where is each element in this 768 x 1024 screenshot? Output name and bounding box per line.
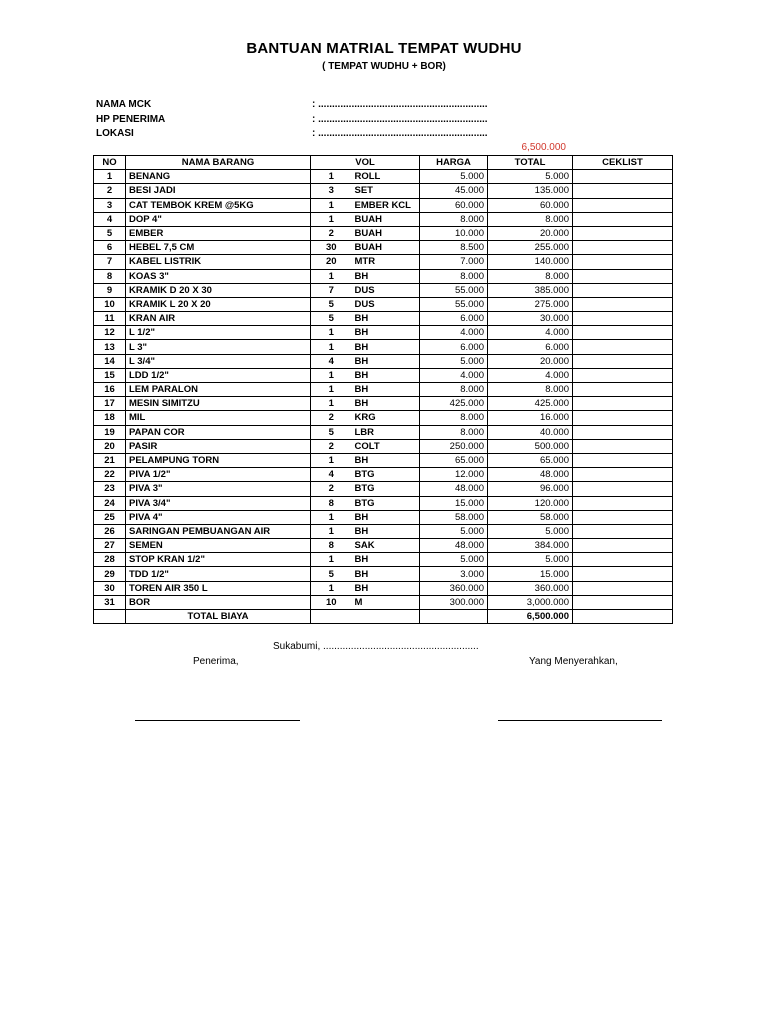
item-qty: 5 xyxy=(311,425,352,439)
item-total: 60.000 xyxy=(488,198,573,212)
item-ceklist xyxy=(573,212,673,226)
item-total: 3,000.000 xyxy=(488,595,573,609)
item-no: 20 xyxy=(94,439,126,453)
item-ceklist xyxy=(573,283,673,297)
item-name: LEM PARALON xyxy=(126,383,311,397)
item-ceklist xyxy=(573,439,673,453)
item-harga: 8.000 xyxy=(420,383,488,397)
item-no: 1 xyxy=(94,170,126,184)
item-unit: BH xyxy=(352,581,420,595)
item-ceklist xyxy=(573,383,673,397)
table-row xyxy=(94,539,673,553)
item-name: HEBEL 7,5 CM xyxy=(126,241,311,255)
item-total: 40.000 xyxy=(488,425,573,439)
item-qty: 1 xyxy=(311,453,352,467)
item-unit: BH xyxy=(352,397,420,411)
item-harga: 45.000 xyxy=(420,184,488,198)
item-total: 16.000 xyxy=(488,411,573,425)
item-unit: SAK xyxy=(352,539,420,553)
info-value: : ............................................................. xyxy=(312,114,488,125)
item-qty: 20 xyxy=(311,255,352,269)
item-unit: EMBER KCL xyxy=(352,198,420,212)
item-total: 65.000 xyxy=(488,453,573,467)
item-total: 4.000 xyxy=(488,326,573,340)
table-row xyxy=(94,269,673,283)
item-unit: BUAH xyxy=(352,226,420,240)
item-harga: 55.000 xyxy=(420,297,488,311)
total-biaya-label: TOTAL BIAYA xyxy=(126,610,311,624)
item-no: 15 xyxy=(94,368,126,382)
info-row-hp-penerima xyxy=(96,114,488,125)
item-name: TOREN AIR 350 L xyxy=(126,581,311,595)
item-unit: LBR xyxy=(352,425,420,439)
item-no: 27 xyxy=(94,539,126,553)
item-qty: 2 xyxy=(311,439,352,453)
item-name: EMBER xyxy=(126,226,311,240)
item-name: PIVA 1/2" xyxy=(126,468,311,482)
info-row-nama-mck xyxy=(96,99,488,110)
table-header-row xyxy=(94,156,673,170)
item-name: SARINGAN PEMBUANGAN AIR xyxy=(126,524,311,538)
item-unit: BH xyxy=(352,354,420,368)
item-ceklist xyxy=(573,340,673,354)
giver-signature-line xyxy=(498,720,662,721)
header-nama-barang: NAMA BARANG xyxy=(126,156,311,170)
item-total: 500.000 xyxy=(488,439,573,453)
receiver-label: Penerima, xyxy=(193,656,239,667)
table-row xyxy=(94,482,673,496)
item-ceklist xyxy=(573,581,673,595)
item-qty: 1 xyxy=(311,212,352,226)
item-no: 9 xyxy=(94,283,126,297)
item-name: BOR xyxy=(126,595,311,609)
item-unit: BH xyxy=(352,340,420,354)
item-qty: 1 xyxy=(311,269,352,283)
item-ceklist xyxy=(573,595,673,609)
item-no: 21 xyxy=(94,453,126,467)
table-row xyxy=(94,496,673,510)
item-qty: 1 xyxy=(311,368,352,382)
item-harga: 8.000 xyxy=(420,425,488,439)
item-no: 16 xyxy=(94,383,126,397)
item-ceklist xyxy=(573,510,673,524)
item-ceklist xyxy=(573,453,673,467)
info-label: HP PENERIMA xyxy=(96,114,166,125)
item-unit: BH xyxy=(352,567,420,581)
item-harga: 425.000 xyxy=(420,397,488,411)
table-row xyxy=(94,241,673,255)
item-qty: 1 xyxy=(311,340,352,354)
item-qty: 1 xyxy=(311,524,352,538)
table-row xyxy=(94,553,673,567)
total-row-blank xyxy=(311,610,420,624)
header-no: NO xyxy=(94,156,126,170)
item-unit: BTG xyxy=(352,468,420,482)
item-total: 4.000 xyxy=(488,368,573,382)
item-unit: MTR xyxy=(352,255,420,269)
item-total: 5.000 xyxy=(488,553,573,567)
items-table xyxy=(93,155,673,624)
table-row xyxy=(94,326,673,340)
item-no: 23 xyxy=(94,482,126,496)
item-ceklist xyxy=(573,269,673,283)
header-vol: VOL xyxy=(311,156,420,170)
item-no: 2 xyxy=(94,184,126,198)
item-ceklist xyxy=(573,397,673,411)
item-ceklist xyxy=(573,425,673,439)
item-harga: 3.000 xyxy=(420,567,488,581)
item-total: 8.000 xyxy=(488,212,573,226)
item-harga: 12.000 xyxy=(420,468,488,482)
item-total: 255.000 xyxy=(488,241,573,255)
document-title: BANTUAN MATRIAL TEMPAT WUDHU xyxy=(246,40,522,57)
item-no: 6 xyxy=(94,241,126,255)
item-ceklist xyxy=(573,482,673,496)
item-harga: 5.000 xyxy=(420,170,488,184)
item-harga: 65.000 xyxy=(420,453,488,467)
item-no: 25 xyxy=(94,510,126,524)
item-unit: BH xyxy=(352,312,420,326)
item-ceklist xyxy=(573,468,673,482)
table-row xyxy=(94,453,673,467)
item-total: 58.000 xyxy=(488,510,573,524)
item-ceklist xyxy=(573,170,673,184)
item-ceklist xyxy=(573,198,673,212)
item-name: KRAMIK L 20 X 20 xyxy=(126,297,311,311)
item-ceklist xyxy=(573,567,673,581)
item-unit: BH xyxy=(352,368,420,382)
item-total: 385.000 xyxy=(488,283,573,297)
item-harga: 360.000 xyxy=(420,581,488,595)
total-biaya-value: 6,500.000 xyxy=(488,610,573,624)
item-unit: BH xyxy=(352,524,420,538)
item-qty: 2 xyxy=(311,482,352,496)
item-no: 26 xyxy=(94,524,126,538)
item-ceklist xyxy=(573,354,673,368)
item-ceklist xyxy=(573,255,673,269)
item-qty: 1 xyxy=(311,581,352,595)
table-row xyxy=(94,226,673,240)
item-total: 135.000 xyxy=(488,184,573,198)
item-ceklist xyxy=(573,326,673,340)
item-name: MIL xyxy=(126,411,311,425)
item-unit: BH xyxy=(352,510,420,524)
item-ceklist xyxy=(573,312,673,326)
top-total-value: 6,500.000 xyxy=(521,142,566,153)
header-total: TOTAL xyxy=(488,156,573,170)
item-harga: 5.000 xyxy=(420,553,488,567)
item-total: 6.000 xyxy=(488,340,573,354)
item-harga: 48.000 xyxy=(420,482,488,496)
info-label: LOKASI xyxy=(96,128,134,139)
total-row xyxy=(94,610,673,624)
item-total: 120.000 xyxy=(488,496,573,510)
item-harga: 8.500 xyxy=(420,241,488,255)
item-qty: 5 xyxy=(311,567,352,581)
item-qty: 30 xyxy=(311,241,352,255)
item-name: CAT TEMBOK KREM @5KG xyxy=(126,198,311,212)
item-no: 19 xyxy=(94,425,126,439)
table-row xyxy=(94,411,673,425)
item-harga: 60.000 xyxy=(420,198,488,212)
item-harga: 10.000 xyxy=(420,226,488,240)
item-unit: M xyxy=(352,595,420,609)
table-row xyxy=(94,368,673,382)
item-unit: ROLL xyxy=(352,170,420,184)
item-qty: 1 xyxy=(311,510,352,524)
item-harga: 15.000 xyxy=(420,496,488,510)
item-unit: BUAH xyxy=(352,241,420,255)
item-qty: 1 xyxy=(311,397,352,411)
item-no: 7 xyxy=(94,255,126,269)
item-total: 275.000 xyxy=(488,297,573,311)
info-value: : ............................................................. xyxy=(312,128,488,139)
item-qty: 8 xyxy=(311,539,352,553)
table-row xyxy=(94,354,673,368)
table-row xyxy=(94,212,673,226)
item-qty: 7 xyxy=(311,283,352,297)
item-total: 360.000 xyxy=(488,581,573,595)
item-total: 30.000 xyxy=(488,312,573,326)
total-row-blank xyxy=(94,610,126,624)
item-qty: 4 xyxy=(311,354,352,368)
item-no: 11 xyxy=(94,312,126,326)
item-harga: 4.000 xyxy=(420,368,488,382)
item-total: 425.000 xyxy=(488,397,573,411)
table-row xyxy=(94,595,673,609)
item-unit: BH xyxy=(352,383,420,397)
item-no: 8 xyxy=(94,269,126,283)
receiver-signature-line xyxy=(135,720,300,721)
item-qty: 1 xyxy=(311,198,352,212)
item-no: 24 xyxy=(94,496,126,510)
item-total: 5.000 xyxy=(488,170,573,184)
table-row xyxy=(94,198,673,212)
item-total: 140.000 xyxy=(488,255,573,269)
item-no: 17 xyxy=(94,397,126,411)
table-row xyxy=(94,255,673,269)
item-unit: SET xyxy=(352,184,420,198)
item-no: 13 xyxy=(94,340,126,354)
item-ceklist xyxy=(573,553,673,567)
item-unit: BTG xyxy=(352,496,420,510)
total-row-blank xyxy=(573,610,673,624)
item-qty: 1 xyxy=(311,553,352,567)
item-name: PAPAN COR xyxy=(126,425,311,439)
item-total: 8.000 xyxy=(488,269,573,283)
item-name: PIVA 3" xyxy=(126,482,311,496)
item-harga: 300.000 xyxy=(420,595,488,609)
item-qty: 10 xyxy=(311,595,352,609)
item-no: 29 xyxy=(94,567,126,581)
item-ceklist xyxy=(573,368,673,382)
item-unit: COLT xyxy=(352,439,420,453)
item-qty: 3 xyxy=(311,184,352,198)
table-row xyxy=(94,297,673,311)
item-harga: 4.000 xyxy=(420,326,488,340)
item-harga: 48.000 xyxy=(420,539,488,553)
item-harga: 6.000 xyxy=(420,312,488,326)
item-harga: 8.000 xyxy=(420,411,488,425)
item-name: KRAN AIR xyxy=(126,312,311,326)
info-row-lokasi xyxy=(96,128,488,139)
item-unit: BH xyxy=(352,326,420,340)
item-harga: 6.000 xyxy=(420,340,488,354)
table-row xyxy=(94,425,673,439)
item-total: 20.000 xyxy=(488,226,573,240)
item-total: 8.000 xyxy=(488,383,573,397)
item-name: L 3" xyxy=(126,340,311,354)
item-name: PIVA 4" xyxy=(126,510,311,524)
item-unit: BTG xyxy=(352,482,420,496)
table-row xyxy=(94,283,673,297)
item-ceklist xyxy=(573,226,673,240)
item-qty: 8 xyxy=(311,496,352,510)
item-name: BESI JADI xyxy=(126,184,311,198)
item-unit: BH xyxy=(352,553,420,567)
item-unit: BUAH xyxy=(352,212,420,226)
item-harga: 8.000 xyxy=(420,212,488,226)
table-row xyxy=(94,170,673,184)
table-row xyxy=(94,397,673,411)
item-ceklist xyxy=(573,539,673,553)
item-harga: 250.000 xyxy=(420,439,488,453)
info-value: : ............................................................. xyxy=(312,99,488,110)
item-harga: 58.000 xyxy=(420,510,488,524)
item-name: KABEL LISTRIK xyxy=(126,255,311,269)
item-qty: 5 xyxy=(311,297,352,311)
item-ceklist xyxy=(573,524,673,538)
header-ceklist: CEKLIST xyxy=(573,156,673,170)
table-row xyxy=(94,510,673,524)
item-no: 4 xyxy=(94,212,126,226)
item-total: 48.000 xyxy=(488,468,573,482)
item-name: L 3/4" xyxy=(126,354,311,368)
item-unit: BH xyxy=(352,269,420,283)
item-name: STOP KRAN 1/2" xyxy=(126,553,311,567)
item-qty: 2 xyxy=(311,411,352,425)
item-total: 96.000 xyxy=(488,482,573,496)
item-no: 28 xyxy=(94,553,126,567)
table-row xyxy=(94,383,673,397)
item-qty: 5 xyxy=(311,312,352,326)
table-row xyxy=(94,340,673,354)
item-qty: 1 xyxy=(311,170,352,184)
giver-label: Yang Menyerahkan, xyxy=(529,656,618,667)
item-harga: 55.000 xyxy=(420,283,488,297)
item-name: TDD 1/2" xyxy=(126,567,311,581)
item-name: SEMEN xyxy=(126,539,311,553)
item-name: PIVA 3/4" xyxy=(126,496,311,510)
item-harga: 7.000 xyxy=(420,255,488,269)
item-qty: 1 xyxy=(311,383,352,397)
item-harga: 5.000 xyxy=(420,354,488,368)
item-total: 15.000 xyxy=(488,567,573,581)
table-row xyxy=(94,468,673,482)
total-row-blank xyxy=(420,610,488,624)
document-subtitle: ( TEMPAT WUDHU + BOR) xyxy=(322,61,446,72)
item-total: 20.000 xyxy=(488,354,573,368)
item-total: 384.000 xyxy=(488,539,573,553)
item-name: BENANG xyxy=(126,170,311,184)
item-no: 12 xyxy=(94,326,126,340)
item-no: 14 xyxy=(94,354,126,368)
item-unit: DUS xyxy=(352,297,420,311)
item-no: 30 xyxy=(94,581,126,595)
item-ceklist xyxy=(573,184,673,198)
item-ceklist xyxy=(573,496,673,510)
item-name: KOAS 3" xyxy=(126,269,311,283)
item-no: 5 xyxy=(94,226,126,240)
item-unit: BH xyxy=(352,453,420,467)
item-ceklist xyxy=(573,411,673,425)
table-row xyxy=(94,581,673,595)
item-name: MESIN SIMITZU xyxy=(126,397,311,411)
table-row xyxy=(94,439,673,453)
table-row xyxy=(94,567,673,581)
item-name: LDD 1/2" xyxy=(126,368,311,382)
table-row xyxy=(94,184,673,198)
item-qty: 4 xyxy=(311,468,352,482)
item-no: 10 xyxy=(94,297,126,311)
item-unit: DUS xyxy=(352,283,420,297)
item-ceklist xyxy=(573,241,673,255)
info-label: NAMA MCK xyxy=(96,99,152,110)
item-name: DOP 4" xyxy=(126,212,311,226)
item-no: 22 xyxy=(94,468,126,482)
item-qty: 2 xyxy=(311,226,352,240)
item-harga: 5.000 xyxy=(420,524,488,538)
place-date: Sukabumi, ........................................................ xyxy=(273,641,479,652)
item-ceklist xyxy=(573,297,673,311)
item-name: PASIR xyxy=(126,439,311,453)
item-no: 18 xyxy=(94,411,126,425)
item-harga: 8.000 xyxy=(420,269,488,283)
header-harga: HARGA xyxy=(420,156,488,170)
item-name: L 1/2" xyxy=(126,326,311,340)
item-name: KRAMIK D 20 X 30 xyxy=(126,283,311,297)
item-total: 5.000 xyxy=(488,524,573,538)
item-name: PELAMPUNG TORN xyxy=(126,453,311,467)
table-row xyxy=(94,312,673,326)
item-qty: 1 xyxy=(311,326,352,340)
item-no: 3 xyxy=(94,198,126,212)
item-no: 31 xyxy=(94,595,126,609)
table-row xyxy=(94,524,673,538)
item-unit: KRG xyxy=(352,411,420,425)
